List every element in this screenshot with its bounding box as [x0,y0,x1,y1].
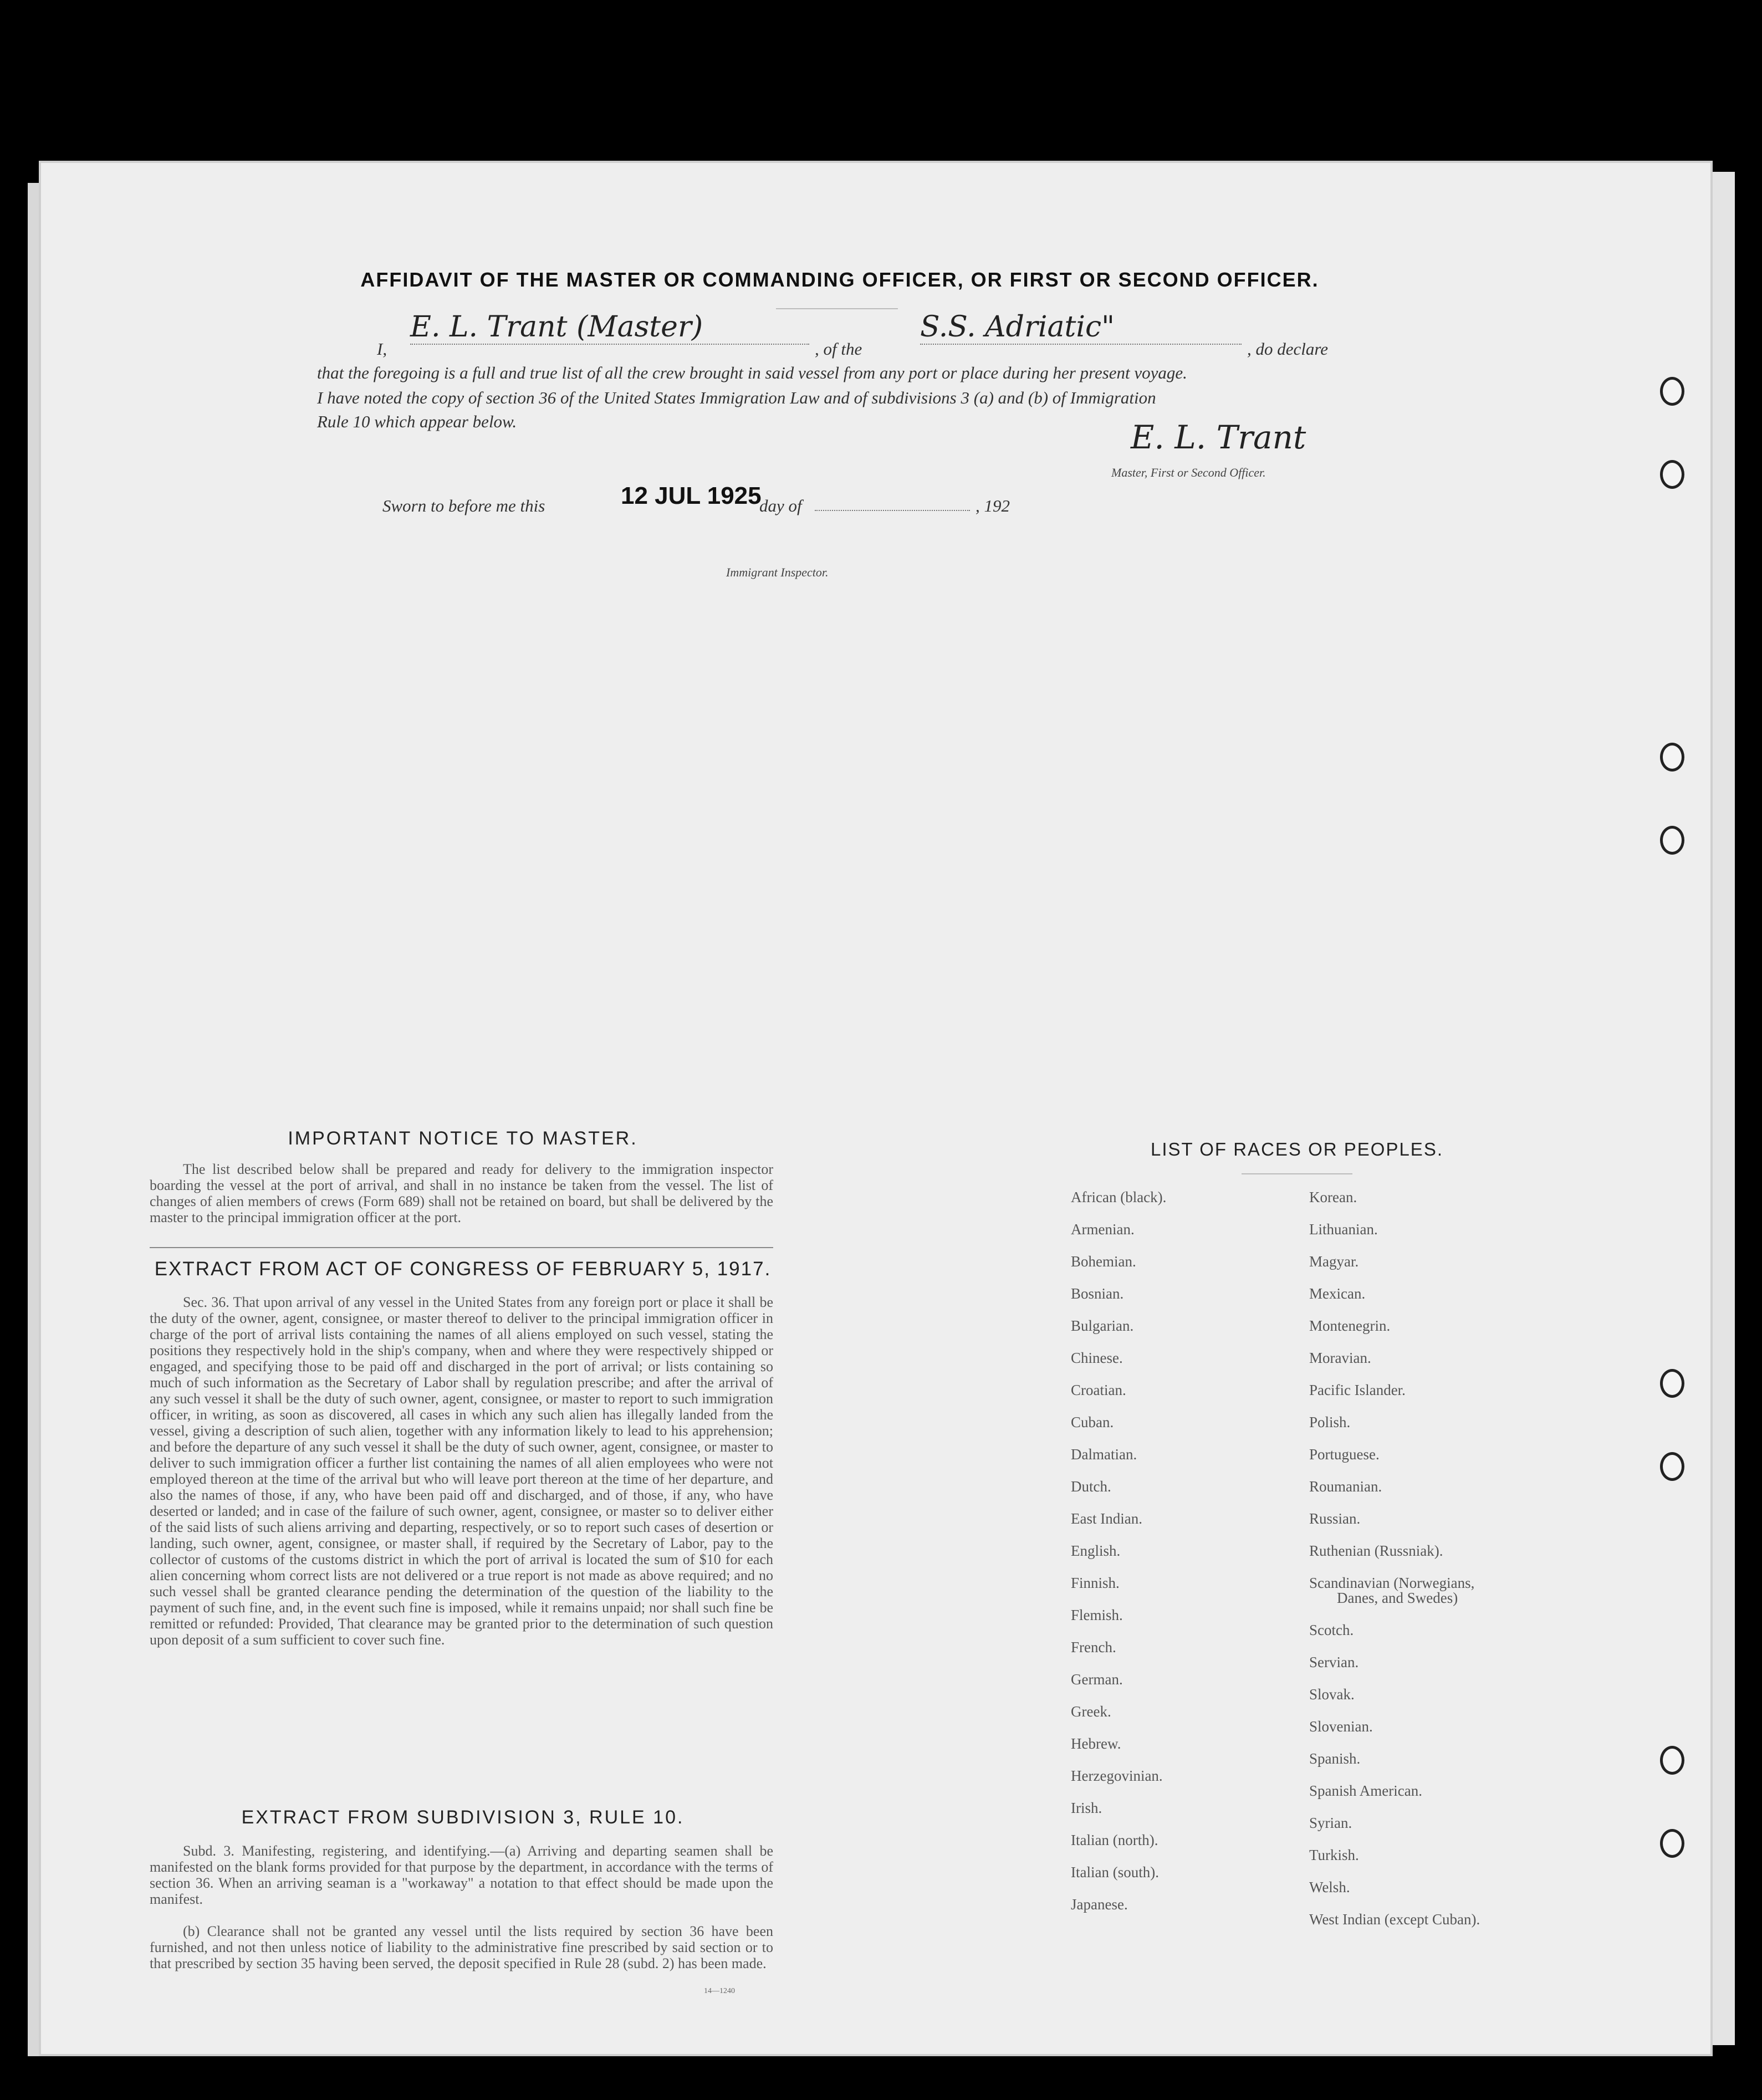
race-item: Flemish. [1071,1607,1123,1623]
race-item: Slovenian. [1309,1718,1373,1735]
divider [150,1247,773,1248]
race-item: Greek. [1071,1703,1111,1720]
race-item: Irish. [1071,1800,1102,1816]
signature-caption: Master, First or Second Officer. [1111,466,1266,479]
notice-text: The list described below shall be prepared and ready for delivery to the immigration inspector boarding the vessel at the port of arrival, and shall in no instance be taken from the vessel. The list of changes of alien members of crews (Form 689) shall not be retained on board, but shall be delivered by the master to the principal immigration officer at the port. [150,1161,773,1225]
affidavit-line-3: I have noted the copy of section 36 of the United States Immigration Law and of subdivisions 3 (a) and (b) of Immigration [317,388,1156,407]
month-blank [815,510,970,511]
race-item: Bosnian. [1071,1285,1124,1302]
race-item: Turkish. [1309,1847,1359,1863]
race-item: Bohemian. [1071,1253,1136,1270]
race-item: Herzegovinian. [1071,1767,1163,1784]
race-item: Spanish. [1309,1750,1361,1767]
race-item: Servian. [1309,1654,1359,1670]
affidavit-title: AFFIDAVIT OF THE MASTER OR COMMANDING OFFICER, OR FIRST OR SECOND OFFICER. [360,268,1319,291]
race-item: French. [1071,1639,1116,1656]
race-item: Dalmatian. [1071,1446,1137,1463]
day-of-label: day of [759,496,802,515]
year-prefix: , 192 [976,496,1010,515]
race-item: Roumanian. [1309,1478,1382,1495]
race-item: Polish. [1309,1414,1351,1430]
race-item: Korean. [1309,1189,1357,1205]
divider [1242,1173,1352,1174]
race-item: Hebrew. [1071,1735,1121,1752]
race-item: Scotch. [1309,1622,1354,1638]
race-item: Finnish. [1071,1575,1120,1591]
race-item: Moravian. [1309,1350,1371,1366]
extract-rule-text-a: Subd. 3. Manifesting, registering, and identifying.—(a) Arriving and departing seamen shall be manifested on the blank forms provided for that purpose by the department, in accordance with the terms of section 36. When an arriving seaman is a "workaway" a notation to that effect should be made upon the manifest. [150,1843,773,1907]
race-item: Russian. [1309,1510,1361,1527]
notice-title: IMPORTANT NOTICE TO MASTER. [288,1128,638,1149]
extract-rule-text-b: (b) Clearance shall not be granted any vessel until the lists required by section 36 have been furnished, and not then unless notice of liability to the administrative fine prescribed by said section or to that prescribed by section 35 having been served, the deposit specified in Rule 28 (subd. 2) has been made. [150,1923,773,1971]
page-edge-left [28,183,39,2056]
page-edge-right [1713,172,1735,2045]
race-item: Bulgarian. [1071,1317,1134,1334]
inspector-caption: Immigrant Inspector. [726,565,829,579]
form-number: 14—1240 [704,1987,735,1995]
vessel-name-field: S.S. Adriatic" [920,310,1242,345]
race-item: Croatian. [1071,1382,1126,1398]
binder-hole-icon [1660,1369,1684,1398]
date-stamp: 12 JUL 1925 [621,482,762,509]
races-column-1 [1071,1189,1304,1928]
race-item: Italian (north). [1071,1832,1158,1848]
race-item: Slovak. [1309,1686,1355,1703]
race-item: German. [1071,1671,1123,1688]
binder-hole-icon [1660,1829,1684,1858]
races-title: LIST OF RACES OR PEOPLES. [1150,1139,1444,1159]
race-item: Danes, and Swedes) [1337,1590,1458,1606]
race-item: Japanese. [1071,1896,1128,1913]
race-item: Cuban. [1071,1414,1114,1430]
race-item: Mexican. [1309,1285,1366,1302]
race-item: Ruthenian (Russniak). [1309,1542,1443,1559]
race-item: Portuguese. [1309,1446,1380,1463]
races-column-2 [1309,1189,1542,1943]
master-signature: E. L. Trant [1131,418,1306,456]
extract-act-title: EXTRACT FROM ACT OF CONGRESS OF FEBRUARY 5, 1917. [154,1258,772,1280]
affidavit-line-2: that the foregoing is a full and true list of all the crew brought in said vessel from any port or place during her present voyage. [317,363,1187,382]
race-item: Scandinavian (Norwegians, [1309,1575,1475,1591]
binder-hole-icon [1660,743,1684,771]
race-item: East Indian. [1071,1510,1142,1527]
master-name-field: E. L. Trant (Master) [410,310,809,345]
race-item: Montenegrin. [1309,1317,1391,1334]
race-item: Spanish American. [1309,1782,1422,1799]
extract-rule-title: EXTRACT FROM SUBDIVISION 3, RULE 10. [241,1807,685,1828]
do-declare-label: , do declare [1247,339,1329,359]
race-item: Dutch. [1071,1478,1111,1495]
race-item: West Indian (except Cuban). [1309,1911,1480,1928]
race-item: Pacific Islander. [1309,1382,1406,1398]
divider [776,308,898,309]
race-item: Welsh. [1309,1879,1350,1895]
race-item: Italian (south). [1071,1864,1159,1881]
race-item: Syrian. [1309,1815,1352,1831]
sworn-prefix: Sworn to before me this [382,496,545,515]
race-item: African (black). [1071,1189,1167,1205]
race-item: Lithuanian. [1309,1221,1378,1238]
binder-hole-icon [1660,1746,1684,1775]
binder-hole-icon [1660,377,1684,406]
race-item: Magyar. [1309,1253,1359,1270]
race-item: Armenian. [1071,1221,1135,1238]
binder-hole-icon [1660,460,1684,489]
binder-hole-icon [1660,826,1684,855]
extract-act-text: Sec. 36. That upon arrival of any vessel in the United States from any foreign port or place it shall be the duty of the owner, agent, consignee, or master thereof to deliver to the principal immigration officer in charge of the port of arrival lists containing the names of all aliens employed on such vessel, stating the positions they respectively hold in the ship's company, when and where they were respectively shipped or engaged, and specifying those to be paid off and discharged in the port of arrival; or lists containing so much of such information as the Secretary of Labor shall by regulation prescribe; and after the arrival of any such vessel it shall be the duty of such owner, agent, consignee, or master to report to such immigration officer, in writing, as soon as discovered, all cases in which any such alien has illegally landed from the vessel, giving a description of such alien, together with any information likely to lead to his apprehension; and before the departure of any such vessel it shall be the duty of such owner, agent, consignee, or master to deliver to such immigration officer a further list containing the names of all alien employees who were not employed thereon at the time of the arrival but who will leave port thereon at the time of her departure, and also the names of those, if any, who have been paid off and discharged, and of those, if any, who have deserted or landed; and in case of the failure of such owner, agent, consignee, or master so to deliver either of the said lists of such aliens arriving and departing, respectively, or so to report such cases of desertion or landing, such owner, agent, consignee, or master shall, if required by the Secretary of Labor, pay to the collector of customs of the customs district in which the port of arrival is located the sum of $10 for each alien concerning whom correct lists are not delivered or a true report is not made as above required; and no such vessel shall be granted clearance pending the determination of the question of the liability to the payment of such fine, and, in the event such fine is imposed, while it remains unpaid; nor shall such fine be remitted or refunded: Provided, That clearance may be granted prior to the determination of such question upon deposit of a sum sufficient to cover such fine. [150,1294,773,1648]
race-item: English. [1071,1542,1121,1559]
of-the-label: , of the [815,339,862,359]
binder-hole-icon [1660,1452,1684,1481]
affidavit-line-4: Rule 10 which appear below. [317,412,517,431]
race-item: Chinese. [1071,1350,1123,1366]
affidavit-prefix: I, [377,339,387,359]
